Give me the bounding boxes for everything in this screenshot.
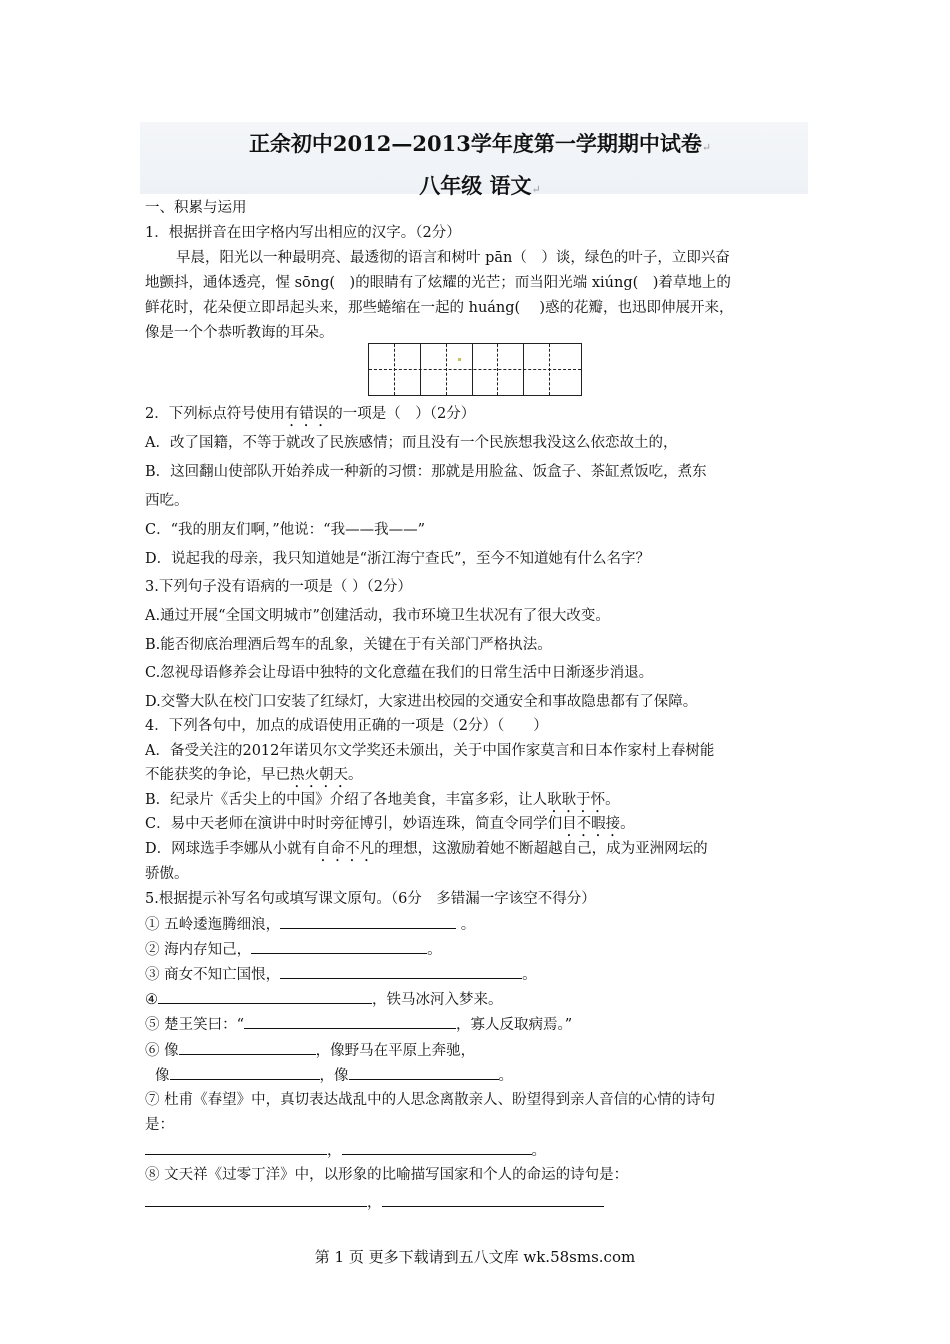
q3-option-c: C.忽视母语修养会让母语中独特的文化意蕴在我们的日常生活中日渐逐步消退。 <box>145 665 654 681</box>
q2-option-a: A．改了国籍，不等于就改了民族感情；而且没有一个民族想我没这么依恋故土的， <box>145 435 678 451</box>
q2-stem: 2．下列标点符号使用有错误的一项是（ ）（2分） <box>145 406 476 422</box>
q4-option-a-cont: 不能获奖的争论，早已热火朝天。 <box>145 767 363 783</box>
answer-blank[interactable] <box>349 1065 499 1080</box>
answer-blank[interactable] <box>280 964 522 979</box>
q2-option-b-cont: 西吃。 <box>145 493 189 509</box>
q5-item-6: ⑥ 像 ，像野马在平原上奔驰， <box>145 1040 475 1061</box>
q4-stem: 4．下列各句中，加点的成语使用正确的一项是（2分）（ ） <box>145 718 548 734</box>
q1-passage-line: 早晨，阳光以一种最明亮、最透彻的语言和树叶 pān（ ）谈，绿色的叶子，立即兴奋 <box>176 250 730 266</box>
q5-item-1: ① 五岭逶迤腾细浪， 。 <box>145 914 475 935</box>
q5-item-4: ④ ，铁马冰河入梦来。 <box>145 989 503 1010</box>
q4-option-d-cont: 骄傲。 <box>145 866 189 882</box>
q5-item-7-cont: 是： <box>145 1117 174 1133</box>
answer-blank[interactable] <box>244 1014 456 1029</box>
q3-option-b: B.能否彻底治理酒后驾车的乱象，关键在于有关部门严格执法。 <box>145 637 552 653</box>
q1-passage-line: 地颤抖，通体透亮，惺 sōng( )的眼睛有了炫耀的光芒；而当阳光端 xiúng( )着草地上的 <box>145 275 731 291</box>
q5-item-8-blanks: ， <box>145 1192 604 1213</box>
paragraph-mark-icon: ↵ <box>531 183 541 196</box>
q5-item-2: ② 海内存知己， 。 <box>145 939 442 960</box>
q1-stem: 1．根据拼音在田字格内写出相应的汉字。（2分） <box>145 225 461 241</box>
q5-item-3: ③ 商女不知亡国恨， 。 <box>145 964 537 985</box>
answer-blank[interactable] <box>145 1192 367 1207</box>
q5-item-8: ⑧ 文天祥《过零丁洋》中，以形象的比喻描写国家和个人的命运的诗句是： <box>145 1167 629 1183</box>
q4-option-b: B．纪录片《舌尖上的中国》介绍了各地美食，丰富多彩，让人耿耿于怀。 <box>145 792 620 808</box>
q1-passage-line: 像是一个个恭听教诲的耳朵。 <box>145 325 334 341</box>
q5-item-7: ⑦ 杜甫《春望》中，真切表达战乱中的人思念离散亲人、盼望得到亲人音信的心情的诗句 <box>145 1092 716 1108</box>
answer-blank[interactable] <box>342 1140 532 1155</box>
q5-item-7-blanks: ， 。 <box>145 1140 546 1161</box>
q2-option-b: B．这回翻山使部队开始养成一种新的习惯：那就是用脸盆、饭盒子、茶缸煮饭吃，煮东 <box>145 464 707 480</box>
answer-blank[interactable] <box>145 1140 327 1155</box>
exam-title: 正余初中2012—2013学年度第一学期期中试卷↵ <box>248 131 712 156</box>
q4-option-d: D．网球选手李娜从小就有自命不凡的理想，这激励着她不断超越自己，成为亚洲网坛的 <box>145 841 708 857</box>
q2-option-d: D．说起我的母亲，我只知道她是“浙江海宁查氏”，至今不知道她有什么名字？ <box>145 551 650 567</box>
answer-blank[interactable] <box>382 1192 604 1207</box>
section-heading: 一、积累与运用 <box>145 200 247 216</box>
q5-stem: 5.根据提示补写名句或填写课文原句。（6分 多错漏一字该空不得分） <box>145 891 596 907</box>
answer-blank[interactable] <box>251 939 427 954</box>
q1-passage-line: 鲜花时，花朵便立即昂起头来，那些蜷缩在一起的 huáng( )惑的花瓣，也迅即伸展开来， <box>145 300 734 316</box>
q3-option-d: D.交警大队在校门口安装了红绿灯，大家进出校园的交通安全和事故隐患都有了保障。 <box>145 694 698 710</box>
q5-item-5: ⑤ 楚王笑曰：“ ，寡人反取病焉。” <box>145 1014 572 1035</box>
answer-blank[interactable] <box>158 989 372 1004</box>
q5-item-6-cont: 像 ，像 。 <box>155 1065 513 1086</box>
paragraph-mark-icon: ↵ <box>701 141 712 154</box>
q3-option-a: A.通过开展“全国文明城市”创建活动，我市环境卫生状况有了很大改变。 <box>145 608 610 624</box>
answer-blank[interactable] <box>280 914 456 929</box>
tianzige-grid[interactable] <box>368 343 582 396</box>
q4-option-c: C．易中天老师在演讲中时时旁征博引，妙语连珠，简直令同学们目不暇接。 <box>145 816 635 832</box>
exam-subtitle: 八年级 语文↵ <box>419 173 541 198</box>
page-footer: 第 1 页 更多下载请到五八文库 wk.58sms.com <box>314 1248 636 1266</box>
q4-option-a: A．备受关注的2012年诺贝尔文学奖还未颁出，关于中国作家莫言和日本作家村上春树能 <box>145 743 715 759</box>
q2-option-c: C．“我的朋友们啊，”他说：“我——我——” <box>145 522 425 538</box>
q3-stem: 3.下列句子没有语病的一项是（ ）（2分） <box>145 579 412 595</box>
answer-blank[interactable] <box>170 1065 320 1080</box>
answer-blank[interactable] <box>179 1040 316 1055</box>
